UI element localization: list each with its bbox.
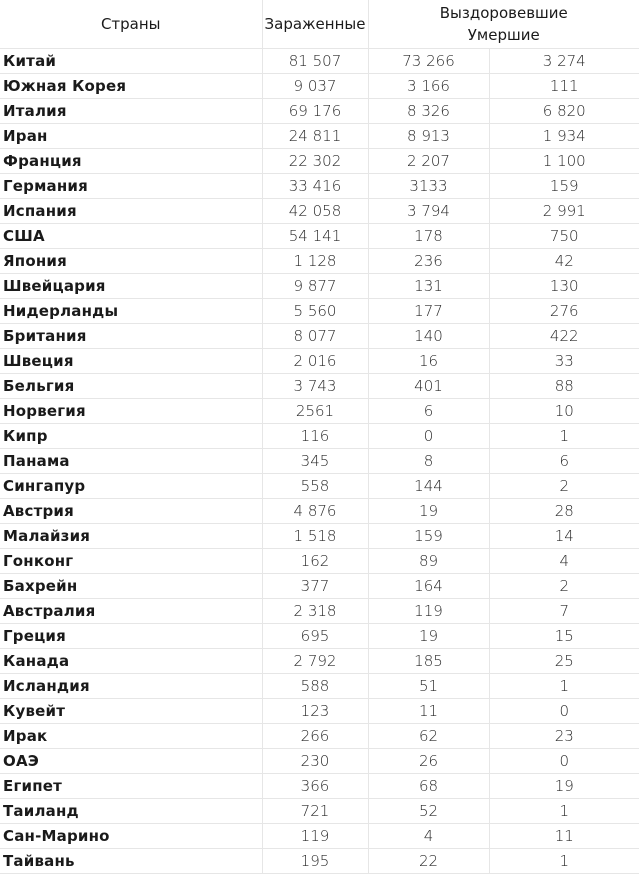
infected-cell: 2561 bbox=[262, 399, 368, 424]
deaths-cell: 6 820 bbox=[489, 99, 639, 124]
country-cell: Таиланд bbox=[0, 799, 262, 824]
recovered-cell: 19 bbox=[368, 499, 489, 524]
infected-cell: 42 058 bbox=[262, 199, 368, 224]
deaths-cell: 23 bbox=[489, 724, 639, 749]
table-row bbox=[0, 674, 639, 699]
deaths-cell: 1 bbox=[489, 674, 639, 699]
country-cell: Нидерланды bbox=[0, 299, 262, 324]
country-cell: Британия bbox=[0, 324, 262, 349]
recovered-cell: 3133 bbox=[368, 174, 489, 199]
table-row bbox=[0, 474, 639, 499]
table-row bbox=[0, 174, 639, 199]
infected-cell: 9 877 bbox=[262, 274, 368, 299]
table-row bbox=[0, 624, 639, 649]
recovered-cell: 4 bbox=[368, 824, 489, 849]
infected-cell: 119 bbox=[262, 824, 368, 849]
recovered-cell: 51 bbox=[368, 674, 489, 699]
table-row bbox=[0, 849, 639, 874]
deaths-cell: 2 991 bbox=[489, 199, 639, 224]
country-cell: Швеция bbox=[0, 349, 262, 374]
infected-cell: 116 bbox=[262, 424, 368, 449]
deaths-cell: 3 274 bbox=[489, 49, 639, 74]
recovered-cell: 22 bbox=[368, 849, 489, 874]
table-row bbox=[0, 399, 639, 424]
table-row bbox=[0, 224, 639, 249]
recovered-cell: 236 bbox=[368, 249, 489, 274]
country-cell: Гонконг bbox=[0, 549, 262, 574]
deaths-cell: 0 bbox=[489, 699, 639, 724]
header-infected: Зараженные bbox=[262, 0, 368, 49]
recovered-cell: 164 bbox=[368, 574, 489, 599]
recovered-cell: 6 bbox=[368, 399, 489, 424]
table-row bbox=[0, 749, 639, 774]
deaths-cell: 0 bbox=[489, 749, 639, 774]
infected-cell: 558 bbox=[262, 474, 368, 499]
infected-cell: 81 507 bbox=[262, 49, 368, 74]
country-cell: Панама bbox=[0, 449, 262, 474]
table-row bbox=[0, 49, 639, 74]
header-deaths: Умершие bbox=[467, 26, 540, 44]
table-row bbox=[0, 424, 639, 449]
infected-cell: 24 811 bbox=[262, 124, 368, 149]
table-row bbox=[0, 274, 639, 299]
country-cell: Италия bbox=[0, 99, 262, 124]
infected-cell: 2 792 bbox=[262, 649, 368, 674]
recovered-cell: 11 bbox=[368, 699, 489, 724]
country-cell: Китай bbox=[0, 49, 262, 74]
deaths-cell: 14 bbox=[489, 524, 639, 549]
country-cell: Малайзия bbox=[0, 524, 262, 549]
header-row bbox=[0, 0, 639, 49]
table-row bbox=[0, 724, 639, 749]
recovered-cell: 119 bbox=[368, 599, 489, 624]
table-row bbox=[0, 549, 639, 574]
deaths-cell: 25 bbox=[489, 649, 639, 674]
infected-cell: 69 176 bbox=[262, 99, 368, 124]
recovered-cell: 16 bbox=[368, 349, 489, 374]
recovered-cell: 52 bbox=[368, 799, 489, 824]
deaths-cell: 42 bbox=[489, 249, 639, 274]
country-cell: Испания bbox=[0, 199, 262, 224]
recovered-cell: 144 bbox=[368, 474, 489, 499]
recovered-cell: 3 794 bbox=[368, 199, 489, 224]
infected-cell: 3 743 bbox=[262, 374, 368, 399]
country-cell: США bbox=[0, 224, 262, 249]
table-row bbox=[0, 149, 639, 174]
table-row bbox=[0, 199, 639, 224]
country-cell: Сан-Марино bbox=[0, 824, 262, 849]
infected-cell: 377 bbox=[262, 574, 368, 599]
table-row bbox=[0, 299, 639, 324]
recovered-cell: 8 326 bbox=[368, 99, 489, 124]
infected-cell: 2 016 bbox=[262, 349, 368, 374]
deaths-cell: 88 bbox=[489, 374, 639, 399]
infected-cell: 1 518 bbox=[262, 524, 368, 549]
table-row bbox=[0, 249, 639, 274]
table-row bbox=[0, 324, 639, 349]
deaths-cell: 19 bbox=[489, 774, 639, 799]
recovered-cell: 131 bbox=[368, 274, 489, 299]
table-body bbox=[0, 49, 639, 874]
table-row bbox=[0, 799, 639, 824]
header-country: Страны bbox=[0, 0, 262, 49]
country-cell: ОАЭ bbox=[0, 749, 262, 774]
infected-cell: 22 302 bbox=[262, 149, 368, 174]
table-row bbox=[0, 124, 639, 149]
infected-cell: 123 bbox=[262, 699, 368, 724]
deaths-cell: 1 100 bbox=[489, 149, 639, 174]
country-cell: Южная Корея bbox=[0, 74, 262, 99]
recovered-cell: 26 bbox=[368, 749, 489, 774]
recovered-cell: 62 bbox=[368, 724, 489, 749]
table-row bbox=[0, 374, 639, 399]
country-cell: Ирак bbox=[0, 724, 262, 749]
infected-cell: 5 560 bbox=[262, 299, 368, 324]
recovered-cell: 159 bbox=[368, 524, 489, 549]
deaths-cell: 2 bbox=[489, 474, 639, 499]
infected-cell: 9 037 bbox=[262, 74, 368, 99]
country-cell: Бельгия bbox=[0, 374, 262, 399]
country-cell: Кипр bbox=[0, 424, 262, 449]
country-cell: Исландия bbox=[0, 674, 262, 699]
infected-cell: 8 077 bbox=[262, 324, 368, 349]
deaths-cell: 11 bbox=[489, 824, 639, 849]
table-row bbox=[0, 774, 639, 799]
infected-cell: 195 bbox=[262, 849, 368, 874]
recovered-cell: 8 913 bbox=[368, 124, 489, 149]
deaths-cell: 130 bbox=[489, 274, 639, 299]
table-row bbox=[0, 524, 639, 549]
country-cell: Бахрейн bbox=[0, 574, 262, 599]
infected-cell: 721 bbox=[262, 799, 368, 824]
country-cell: Швейцария bbox=[0, 274, 262, 299]
header-stack bbox=[369, 2, 639, 46]
country-cell: Кувейт bbox=[0, 699, 262, 724]
infected-cell: 695 bbox=[262, 624, 368, 649]
country-cell: Тайвань bbox=[0, 849, 262, 874]
country-cell: Австрия bbox=[0, 499, 262, 524]
infected-cell: 266 bbox=[262, 724, 368, 749]
table-row bbox=[0, 824, 639, 849]
infected-cell: 230 bbox=[262, 749, 368, 774]
recovered-cell: 73 266 bbox=[368, 49, 489, 74]
country-cell: Иран bbox=[0, 124, 262, 149]
recovered-cell: 19 bbox=[368, 624, 489, 649]
table-row bbox=[0, 449, 639, 474]
deaths-cell: 33 bbox=[489, 349, 639, 374]
country-cell: Канада bbox=[0, 649, 262, 674]
recovered-cell: 3 166 bbox=[368, 74, 489, 99]
deaths-cell: 1 bbox=[489, 849, 639, 874]
infected-cell: 366 bbox=[262, 774, 368, 799]
infected-cell: 2 318 bbox=[262, 599, 368, 624]
recovered-cell: 185 bbox=[368, 649, 489, 674]
country-cell: Франция bbox=[0, 149, 262, 174]
infected-cell: 54 141 bbox=[262, 224, 368, 249]
table-row bbox=[0, 499, 639, 524]
infected-cell: 345 bbox=[262, 449, 368, 474]
table-row bbox=[0, 649, 639, 674]
country-cell: Германия bbox=[0, 174, 262, 199]
table-row bbox=[0, 99, 639, 124]
table-row bbox=[0, 599, 639, 624]
deaths-cell: 1 bbox=[489, 424, 639, 449]
deaths-cell: 750 bbox=[489, 224, 639, 249]
deaths-cell: 1 bbox=[489, 799, 639, 824]
deaths-cell: 28 bbox=[489, 499, 639, 524]
country-cell: Австралия bbox=[0, 599, 262, 624]
table-row bbox=[0, 699, 639, 724]
recovered-cell: 68 bbox=[368, 774, 489, 799]
infected-cell: 1 128 bbox=[262, 249, 368, 274]
recovered-cell: 177 bbox=[368, 299, 489, 324]
infected-cell: 162 bbox=[262, 549, 368, 574]
country-cell: Норвегия bbox=[0, 399, 262, 424]
recovered-cell: 401 bbox=[368, 374, 489, 399]
infected-cell: 4 876 bbox=[262, 499, 368, 524]
header-recovered-deaths bbox=[368, 0, 639, 49]
country-cell: Египет bbox=[0, 774, 262, 799]
recovered-cell: 0 bbox=[368, 424, 489, 449]
recovered-cell: 140 bbox=[368, 324, 489, 349]
deaths-cell: 6 bbox=[489, 449, 639, 474]
deaths-cell: 2 bbox=[489, 574, 639, 599]
deaths-cell: 7 bbox=[489, 599, 639, 624]
infected-cell: 33 416 bbox=[262, 174, 368, 199]
deaths-cell: 422 bbox=[489, 324, 639, 349]
table-row bbox=[0, 574, 639, 599]
country-cell: Япония bbox=[0, 249, 262, 274]
recovered-cell: 8 bbox=[368, 449, 489, 474]
infected-cell: 588 bbox=[262, 674, 368, 699]
country-cell: Сингапур bbox=[0, 474, 262, 499]
deaths-cell: 111 bbox=[489, 74, 639, 99]
recovered-cell: 2 207 bbox=[368, 149, 489, 174]
deaths-cell: 276 bbox=[489, 299, 639, 324]
table-row bbox=[0, 349, 639, 374]
deaths-cell: 15 bbox=[489, 624, 639, 649]
table-row bbox=[0, 74, 639, 99]
country-cell: Греция bbox=[0, 624, 262, 649]
deaths-cell: 1 934 bbox=[489, 124, 639, 149]
deaths-cell: 10 bbox=[489, 399, 639, 424]
table-header bbox=[0, 0, 639, 49]
recovered-cell: 89 bbox=[368, 549, 489, 574]
deaths-cell: 159 bbox=[489, 174, 639, 199]
recovered-cell: 178 bbox=[368, 224, 489, 249]
header-recovered: Выздоровевшие bbox=[439, 4, 568, 22]
deaths-cell: 4 bbox=[489, 549, 639, 574]
